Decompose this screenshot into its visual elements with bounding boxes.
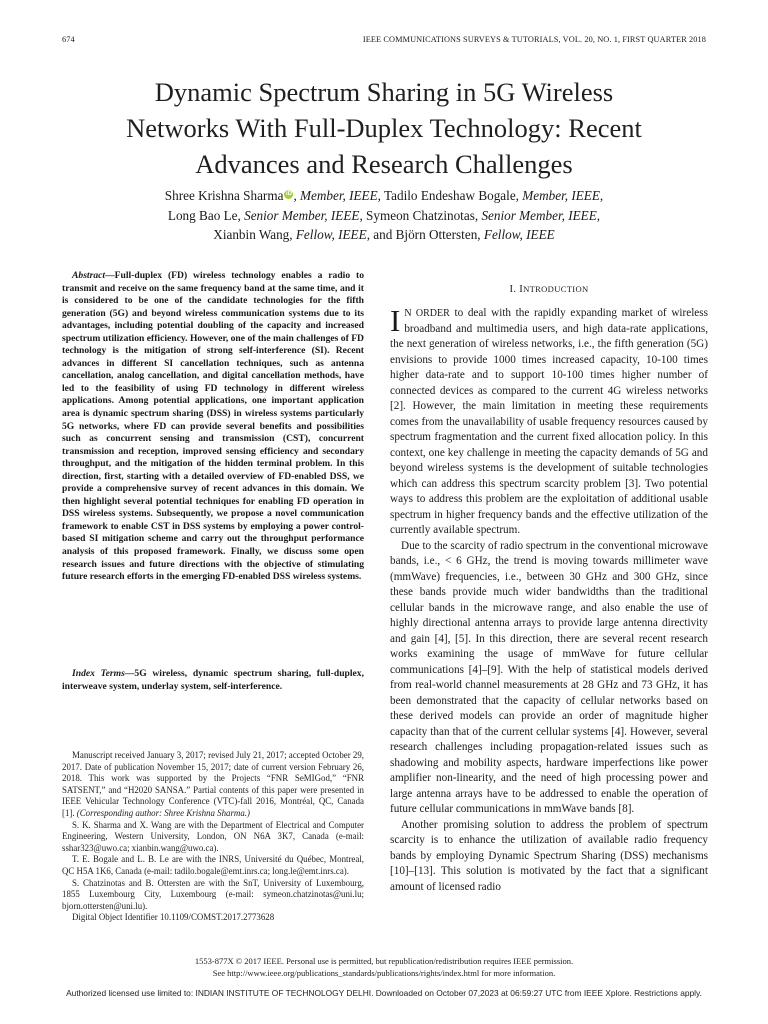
authorized-use-notice: Authorized licensed use limited to: INDIAN INSTITUTE OF TECHNOLOGY DELHI. Downloaded on October 07,2023 at 06:59:27 UTC from IEEE Xplore. Restrictions apply. [66,988,702,998]
author-role: Fellow, IEEE [483,227,555,242]
author-line-3 [40,225,728,245]
title-line: Dynamic Spectrum Sharing in 5G Wireless [154,77,614,107]
page-number: 674 [62,35,75,44]
body-paragraph: Due to the scarcity of radio spectrum in the conventional microwave bands, i.e., < 6 GHz, the trend is moving towards millimeter wave (mmWave) frequencies, i.e., between 30 GHz and 300 GHz, since these bands provide much wider bandwidths than the traditional cellular bands in the microwave range, and also enable the use of highly directional antenna arrays to provide large antenna directivity and gain [4], [5]. In this direction, there are several recent research works examining the usage of mmWave for future cellular communications [4]–[9]. With the help of statistical models derived from real-world channel measurements at 28 GHz and 73 GHz, it has been demonstrated that the capacity of cellular networks based on these derived models can provide an order of magnitude higher capacity than that of the current cellular systems [4]. However, several research challenges including propagation-related issues such as shadowing and mobility aspects, hardware imperfections like power amplifier non-linearity, and the need of high processing power and large antenna arrays have to be addressed to enable the operation of future cellular communications in mmWave bands [8]. [390,539,708,815]
introduction-body [390,303,708,895]
copyright-footer [40,956,728,979]
title-line: Networks With Full-Duplex Technology: Recent [126,113,642,143]
author-name: , Tadilo Endeshaw Bogale, [377,188,523,203]
author-line-1: Shree Krishna Sharma iD , Member, IEEE, Tadilo Endeshaw Bogale, Member, IEEE, [164,188,604,203]
author-name: Long Bao Le, [167,207,245,223]
corresponding-author: (Corresponding author: Shree Krishna Sharma.) [76,807,250,818]
author-line-2: Long Bao Le, Senior Member, IEEE, Symeon Chatzinotas, Senior Member, IEEE, [167,207,601,223]
index-terms-label: Index Terms [72,668,125,679]
author-list [40,186,728,245]
affiliation-note: T. E. Bogale and L. B. Le are with the INRS, Université du Québec, Montreal, QC H5A 1K6, Canada (e-mail: tadilo.bogale@emt.inrs.ca; long.le@emt.inrs.ca). [62,854,364,876]
footnotes [62,750,364,924]
author-role: Senior Member, IEEE [481,207,597,223]
orcid-icon[interactable]: iD [285,191,292,197]
title-line: Advances and Research Challenges [195,149,573,179]
manuscript-note: Manuscript received January 3, 2017; revised July 21, 2017; accepted October 29, 2017. Date of publication November 15, 2017; date of current version February 26, 2018. This work was supported by the Projects “FNR SeMIGod,” “FNR SATSENT,” and “H2020 SANSA.” Partial contents of this paper were presented in IEEE Vehicular Technology Conference (VTC)-fall 2016, Montréal, QC, Canada [1]. (Corresponding author: Shree Krishna Sharma.) [62,750,364,818]
abstract-label: Abstract [72,270,106,281]
index-terms-text: —5G wireless, dynamic spectrum sharing, full-duplex, interweave system, underlay system, self-interference. [62,668,364,692]
running-header [62,35,706,49]
author-name: , and Björn Ottersten, [366,227,484,242]
paper-title [40,74,728,182]
doi-note: Digital Object Identifier 10.1109/COMST.2017.2773628 [72,912,275,923]
author-name: Xianbin Wang, [213,227,296,242]
affiliation-note: S. K. Sharma and X. Wang are with the Department of Electrical and Computer Engineering, Western University, London, ON N6A 3K7, Canada (e-mail: sshar323@uwo.ca; xianbin.wang@uwo.ca). [62,819,364,853]
drop-cap: I [390,303,401,338]
section-heading: I. INTRODUCTION [509,284,589,295]
body-paragraph: Another promising solution to address the problem of spectrum scarcity is to enhance the utilization of available radio frequency bands by employing Dynamic Spectrum Sharing (DSS) mechanisms [10]–[13]. This solution is motivated by the fact that a significant amount of licensed radio [390,818,708,893]
journal-header: IEEE COMMUNICATIONS SURVEYS & TUTORIALS, VOL. 20, NO. 1, FIRST QUARTER 2018 [362,35,706,44]
author-role: Fellow, IEEE [295,227,367,242]
rights-line: See http://www.ieee.org/publications_standards/publications/rights/index.html for more information. [212,967,556,978]
author-role: Senior Member, IEEE [244,207,360,223]
copyright-line: 1553-877X © 2017 IEEE. Personal use is permitted, but republication/redistribution requires IEEE permission. [194,956,574,966]
abstract-text: —Full-duplex (FD) wireless technology enables a radio to transmit and receive on the same frequency band at the same time, and it is considered to be one of the candidate technologies for the fifth generation (5G) and beyond wireless communication systems due to its advantages, including potential doubling of the capacity and increased spectrum utilization efficiency. However, one of the main challenges of FD technology is the mitigation of strong self-interference (SI). Recent advances in different SI cancellation techniques, such as antenna cancellation, analog cancellation, and digital cancellation methods, have led to the feasibility of using FD technology in different wireless applications. Among potential applications, one important application area is dynamic spectrum sharing (DSS) in wireless systems particularly 5G networks, where FD can provide several benefits and possibilities such as concurrent sensing and transmission (CST), concurrent transmission and reception, improved sensing efficiency and secondary throughput, and the mitigation of the hidden terminal problem. In this direction, first, starting with a detailed overview of FD-enabled DSS, we provide a comprehensive survey of recent advances in this domain. We then highlight several potential techniques for enabling FD operation in DSS wireless systems. Subsequently, we propose a novel communication framework to enable CST in DSS systems by employing a power control-based SI mitigation scheme and carry out the throughput performance analysis of this proposed framework. Finally, we discuss some open research issues and future directions with the objective of stimulating future research efforts in the emerging FD-enabled DSS wireless systems. [62,270,364,583]
index-terms [62,668,364,693]
author-role: Member, IEEE [300,188,378,203]
author-name: Shree Krishna Sharma [164,188,284,203]
body-paragraph: I N ORDER to deal with the rapidly expanding market of wireless broadband and multimedia users, and high data-rate applications, the next generation of wireless networks, i.e., the fifth generation (5G) envisions to provide 1000 times increased capacity, 10-100 times higher data-rate and to support 10-100 times higher number of connected devices as compared to the current 4G wireless networks [2]. However, the main limitation in meeting these requirements comes from the unavailability of usable frequency resources caused by spectrum fragmentation and the current fixed allocation policy. In this context, one key challenge in meeting the capacity demands of 5G and beyond wireless systems is the development of suitable technologies which can address this spectrum scarcity problem [3]. Two potential ways to address this problem are the exploitation of additional usable spectrum in higher frequency bands and the effective utilization of the currently available spectrum. [390,303,708,536]
affiliation-note: S. Chatzinotas and B. Ottersten are with the SnT, University of Luxembourg, 1855 Luxembourg City, Luxembourg (e-mail: symeon.chatzinotas@uni.lu; bjorn.ottersten@uni.lu). [62,877,364,911]
author-name: , Symeon Chatzinotas, [359,207,482,223]
author-role: Member, IEEE [522,188,600,203]
abstract [62,270,364,584]
